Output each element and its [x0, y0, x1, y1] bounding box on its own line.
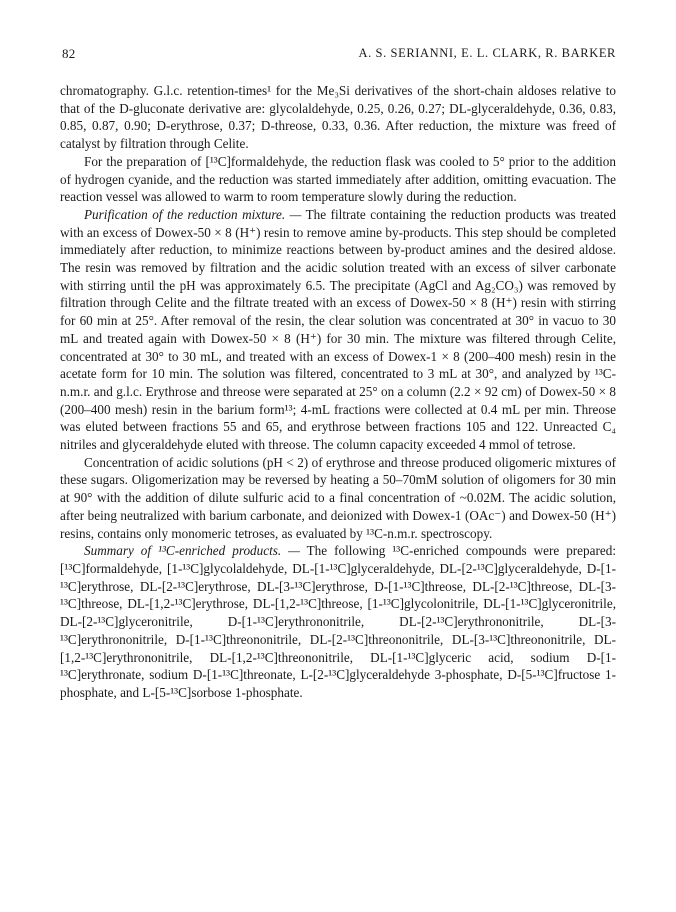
- paragraph-text: For the preparation of [¹³C]formaldehyde, the reduction flask was cooled to 5° prior to the addition of hydrogen cyanide, and the reduction was started immediately after addition, omitting evacuation. The reaction vessel was allowed to warm to room temperature slowly during the reduction.: [60, 153, 616, 205]
- paragraph-text: The filtrate containing the reduction products was treated with an excess of Dowex-50 × 8 (H⁺) resin to remove amine by-products. This step should be completed immediately after reduction, to minimize reactions between by-product amines and the desired aldose. The resin was removed by filtration and the acidic solution treated with an excess of silver carbonate with stirring until the pH was approximately 6.5. The precipitate (AgCl and Ag₂CO₃) was removed by filtration through Celite and the filtrate treated with an excess of Dowex-50 × 8 (H⁺) resin with stirring for 60 min at 25°. After removal of the resin, the clear solution was concentrated at 30° in vacuo to 30 mL and treated again with Dowex-50 × 8 (H⁺) for 30 min. The mixture was filtered through Celite, concentrated at 30° to 30 mL, and treated with an excess of Dowex-1 × 8 (200–400 mesh) resin in the acetate form for 10 min. The solution was filtered, concentrated to 3 mL at 30°, and analyzed by ¹³C-n.m.r. and g.l.c. Erythrose and threose were separated at 25° on a column (2.2 × 92 cm) of Dowex-50 × 8 (200–400 mesh) resin in the barium form¹³; 4-mL fractions were collected at 0.4 mL per min. Threose was eluted between fractions 55 and 65, and erythrose between fractions 105 and 122. Unreacted C₄ nitriles and glyceraldehyde eluted with threose. The column capacity exceeded 4 mmol of tetrose.: [60, 206, 616, 453]
- section-heading-purification: Purification of the reduction mixture. —: [84, 206, 302, 222]
- paragraph-text: The following ¹³C-enriched compounds were prepared: [¹³C]formaldehyde, [1-¹³C]glycolaldehyde, DL-[1-¹³C]glyceraldehyde, DL-[2-¹³C]glyceraldehyde, D-[1-¹³C]erythrose, DL-[2-¹³C]erythrose, DL-[3-¹³C]erythrose, D-[1-¹³C]threose, DL-[2-¹³C]threose, DL-[3-¹³C]threose, DL-[1,2-¹³C]erythrose, DL-[1,2-¹³C]threose, [1-¹³C]glycolonitrile, DL-[1-¹³C]glyceronitrile, DL-[2-¹³C]glyceronitrile, D-[1-¹³C]erythrononitrile, DL-[2-¹³C]erythrononitrile, DL-[3-¹³C]erythrononitrile, D-[1-¹³C]threononitrile, DL-[2-¹³C]threononitrile, DL-[3-¹³C]threononitrile, DL-[1,2-¹³C]erythrononitrile, DL-[1,2-¹³C]threononitrile, DL-[1-¹³C]glyceric acid, sodium D-[1-¹³C]erythronate, sodium D-[1-¹³C]threonate, L-[2-¹³C]glyceraldehyde 3-phosphate, D-[5-¹³C]fructose 1-phosphate, and L-[5-¹³C]sorbose 1-phosphate.: [60, 543, 616, 700]
- running-header: [60, 46, 616, 66]
- paragraph-oligomerization: [60, 454, 616, 543]
- paragraph-purification: [60, 206, 616, 454]
- paragraph-formaldehyde-preparation: [60, 153, 616, 206]
- paragraph-text: Concentration of acidic solutions (pH < 2) of erythrose and threose produced oligomeric mixtures of these sugars. Oligomerization may be reversed by heating a 50–70mM solution of oligomers for 30 min at 90° with the addition of dilute sulfuric acid to a final concentration of ~0.02M. The acidic solution, after being neutralized with barium carbonate, and deionized with Dowex-1 (OAc⁻) and Dowex-50 (H⁺) resins, contains only monomeric tetroses, as evaluated by ¹³C-n.m.r. spectroscopy.: [60, 454, 616, 541]
- page-number: 82: [62, 46, 76, 61]
- body-text: [60, 82, 616, 702]
- paragraph-text: chromatography. G.l.c. retention-times¹ for the Me₃Si derivatives of the short-chain aldoses relative to that of the D-gluconate derivative are: glycolaldehyde, 0.25, 0.26, 0.27; DL-glyceraldehyde, 0.36, 0.83, 0.85, 0.87, 0.90; D-erythrose, 0.37; D-threose, 0.33, 0.36. After reduction, the mixture was freed of catalyst by filtration through Celite.: [60, 83, 616, 152]
- paragraph-retention-times: [60, 82, 616, 153]
- running-header-authors: A. S. SERIANNI, E. L. CLARK, R. BARKER: [358, 46, 616, 60]
- paragraph-summary: [60, 542, 616, 701]
- section-heading-summary: Summary of ¹³C-enriched products. —: [84, 543, 300, 559]
